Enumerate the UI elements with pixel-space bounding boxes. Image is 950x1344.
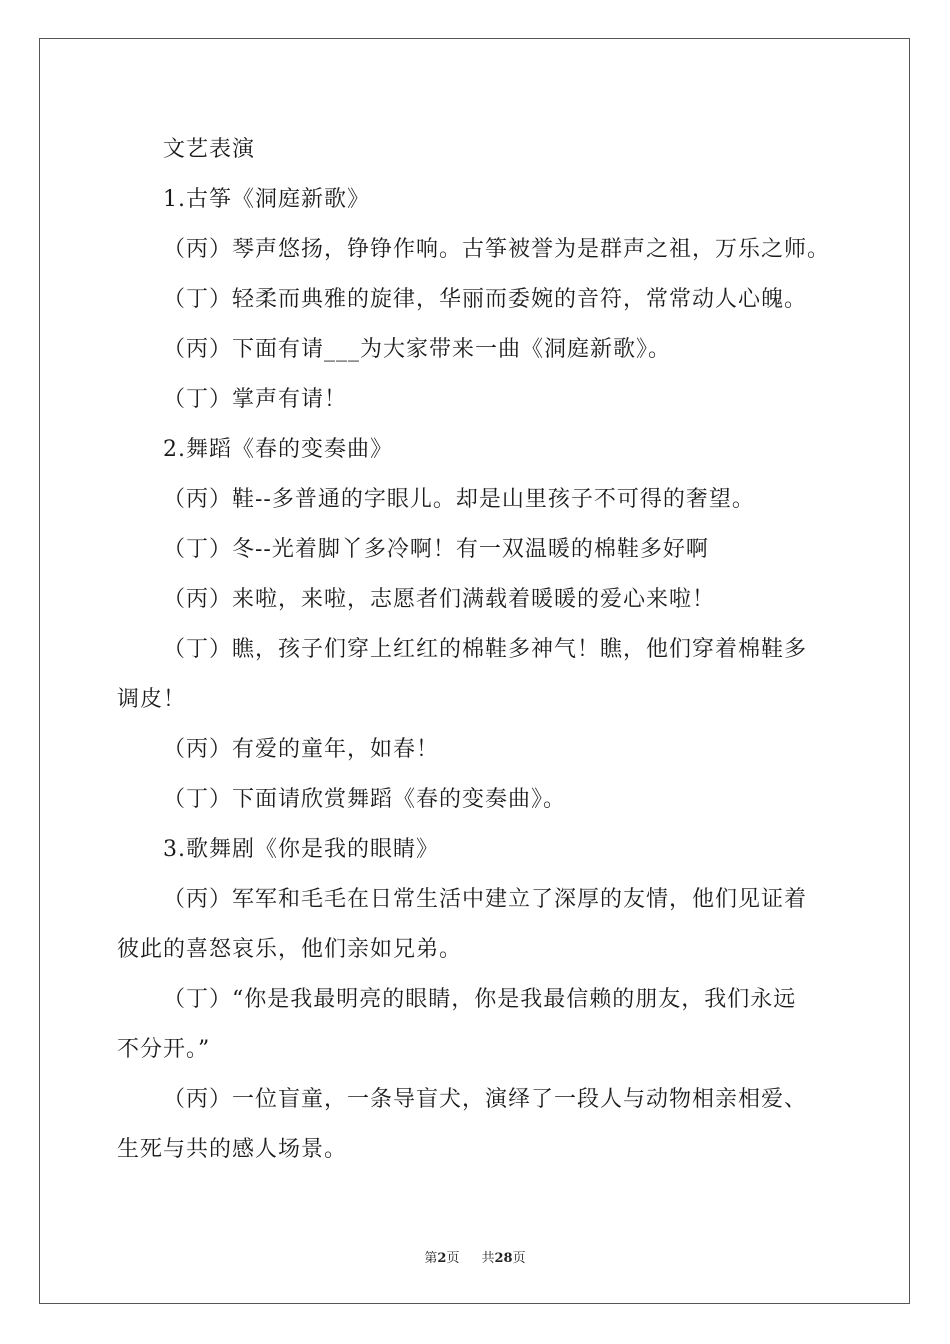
page-footer	[0, 1247, 950, 1266]
dialogue-line: （丙）琴声悠扬，铮铮作响。古筝被誉为是群声之祖，万乐之师。	[163, 237, 831, 262]
dialogue-line: （丙）一位盲童，一条导盲犬，演绎了一段人与动物相亲相爱、	[163, 1087, 808, 1112]
dialogue-line: （丙）军军和毛毛在日常生活中建立了深厚的友情，他们见证着	[163, 887, 808, 912]
dialogue-line-continuation: 生死与共的感人场景。	[117, 1137, 348, 1162]
page-number: 2	[437, 1251, 447, 1266]
dialogue-line: （丙）下面有请___为大家带来一曲《洞庭新歌》。	[163, 337, 672, 362]
dialogue-line: （丁）冬--光着脚丫多冷啊！有一双温暖的棉鞋多好啊	[163, 537, 709, 562]
dialogue-line: （丙）鞋--多普通的字眼儿。却是山里孩子不可得的奢望。	[163, 487, 755, 512]
program-title: 2.舞蹈《春的变奏曲》	[163, 437, 393, 462]
total-pages: 28	[494, 1251, 513, 1266]
page-prefix: 第	[424, 1251, 438, 1266]
program-title: 3.歌舞剧《你是我的眼睛》	[163, 837, 439, 862]
dialogue-line-continuation: 彼此的喜怒哀乐，他们亲如兄弟。	[117, 937, 463, 962]
program-title: 1.古筝《洞庭新歌》	[163, 187, 370, 212]
page-suffix: 页	[446, 1251, 460, 1266]
total-suffix: 页	[512, 1251, 526, 1266]
dialogue-line: （丁）下面请欣赏舞蹈《春的变奏曲》。	[163, 787, 567, 812]
dialogue-line: （丁）轻柔而典雅的旋律，华丽而委婉的音符，常常动人心魄。	[163, 287, 808, 312]
document-body	[117, 125, 852, 1175]
section-heading: 文艺表演	[163, 137, 256, 162]
total-prefix: 共	[481, 1251, 495, 1266]
dialogue-line-continuation: 不分开。”	[117, 1037, 211, 1062]
dialogue-line: （丁）瞧，孩子们穿上红红的棉鞋多神气！瞧，他们穿着棉鞋多	[163, 637, 808, 662]
dialogue-line: （丁）“你是我最明亮的眼睛，你是我最信赖的朋友，我们永远	[163, 987, 797, 1012]
dialogue-line: （丙）有爱的童年，如春！	[163, 737, 440, 762]
dialogue-line: （丁）掌声有请！	[163, 387, 348, 412]
dialogue-line: （丙）来啦，来啦，志愿者们满载着暖暖的爱心来啦！	[163, 587, 716, 612]
dialogue-line-continuation: 调皮！	[117, 687, 187, 712]
